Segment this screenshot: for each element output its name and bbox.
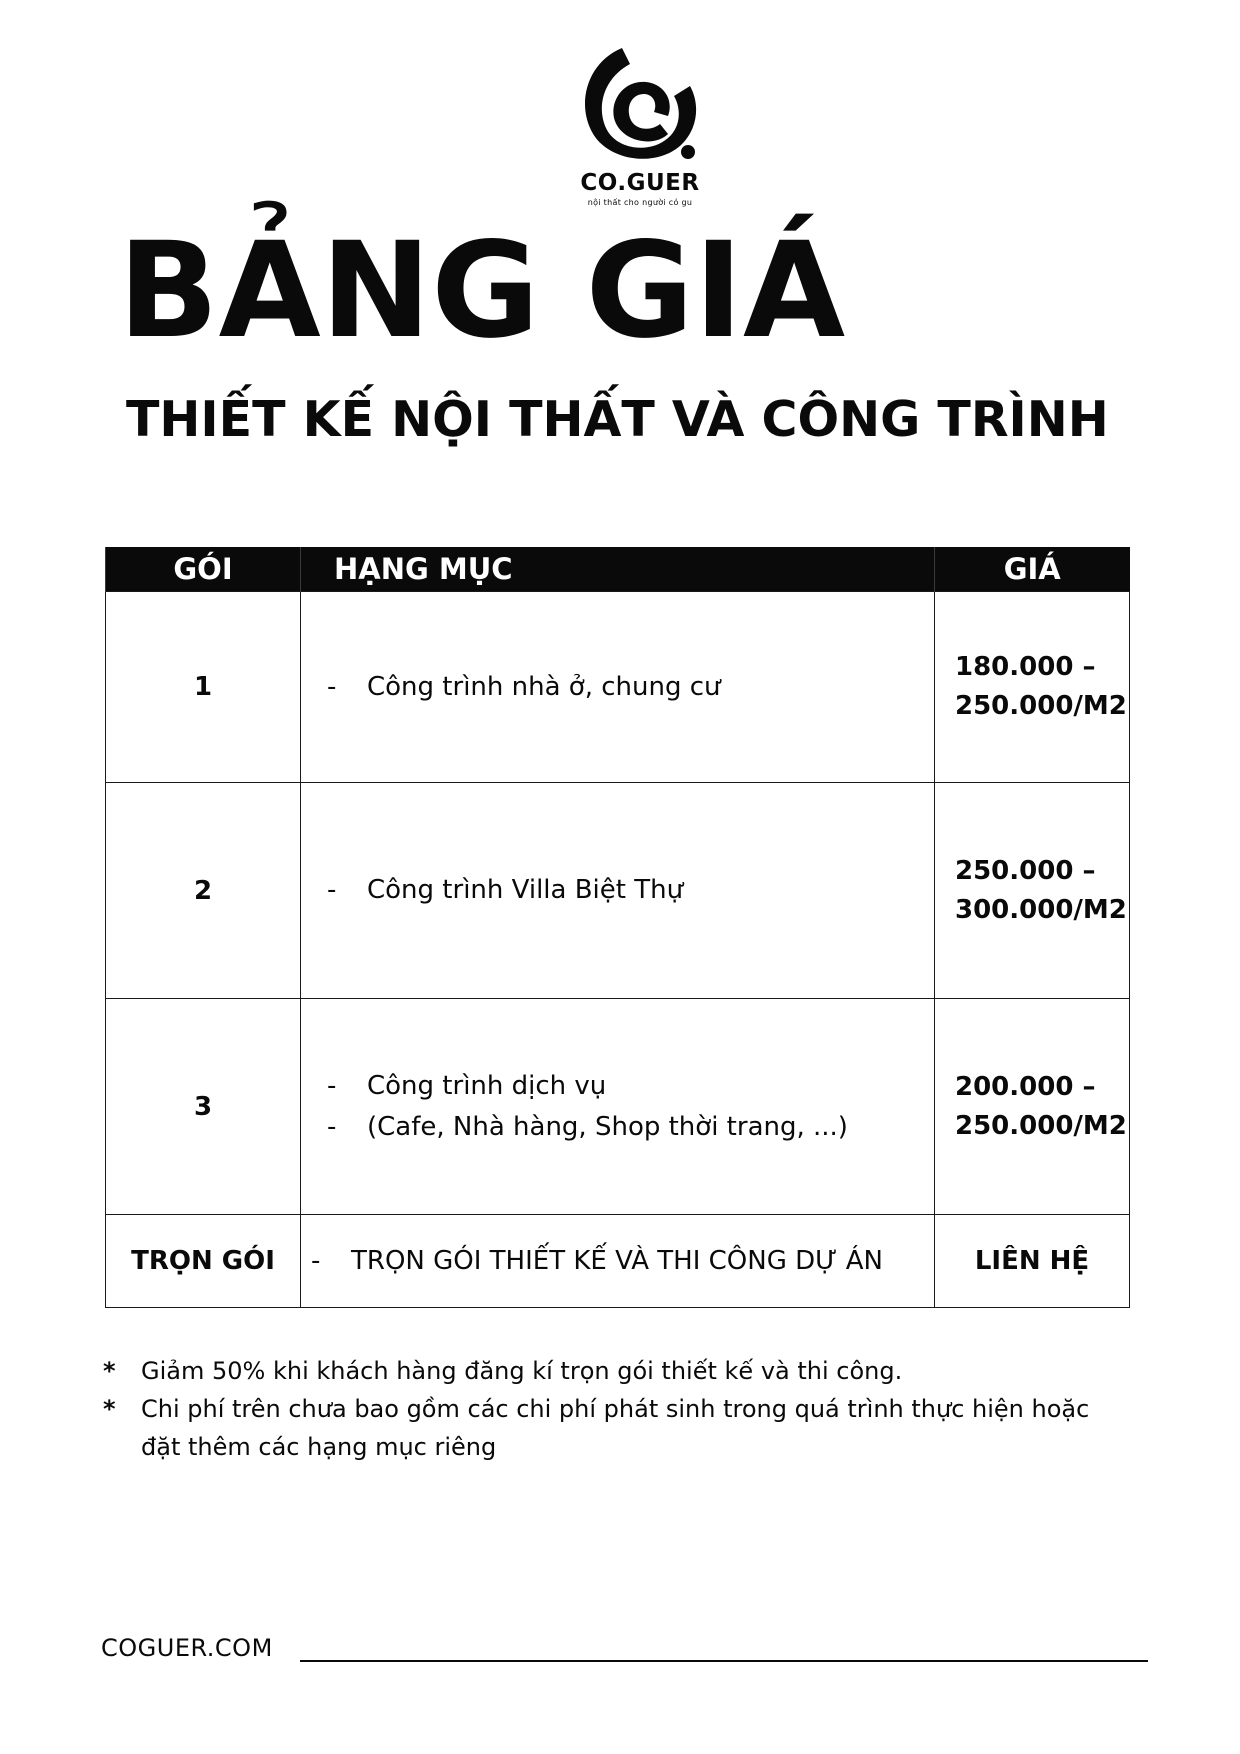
price-line: 300.000/M2	[955, 894, 1127, 925]
price-cell	[935, 999, 1130, 1215]
price-line: 250.000/M2	[955, 691, 1127, 721]
category-cell	[301, 592, 935, 783]
dash-marker: -	[327, 1070, 337, 1101]
brand-tagline: nội thất cho người có gu	[587, 198, 693, 207]
category-list	[301, 1241, 934, 1282]
page-subtitle: THIẾT KẾ NỘI THẤT VÀ CÔNG TRÌNH	[126, 391, 1109, 448]
category-cell	[301, 999, 935, 1215]
notes-section	[103, 1352, 1133, 1466]
category-item	[327, 1066, 934, 1107]
brand-name: CO.GUER	[580, 170, 700, 196]
header-package: GÓI	[106, 547, 301, 592]
package-cell: 2	[106, 783, 301, 999]
category-cell	[301, 783, 935, 999]
dash-marker: -	[327, 671, 337, 702]
category-item	[327, 870, 934, 911]
asterisk-marker: *	[103, 1357, 116, 1385]
package-cell: 3	[106, 999, 301, 1215]
header-price: GIÁ	[935, 547, 1130, 592]
brand-logo	[560, 40, 720, 210]
header-category: HẠNG MỤC	[301, 547, 935, 592]
category-list	[301, 870, 934, 911]
coguer-logo-icon	[570, 40, 710, 168]
price-line: 200.000 –	[955, 1071, 1096, 1102]
dash-marker: -	[327, 1111, 337, 1142]
category-text: Công trình dịch vụ	[367, 1070, 607, 1101]
price-cell	[935, 592, 1130, 783]
price-line: 250.000 –	[955, 855, 1096, 886]
category-list	[301, 1066, 934, 1148]
category-text: Công trình nhà ở, chung cư	[367, 671, 721, 702]
table-row	[106, 999, 1130, 1215]
category-text: (Cafe, Nhà hàng, Shop thời trang, ...)	[367, 1111, 848, 1142]
table-row	[106, 783, 1130, 999]
table-row	[106, 592, 1130, 783]
contact-label: LIÊN HỆ	[974, 1245, 1090, 1276]
category-item	[311, 1241, 934, 1282]
category-item	[327, 1107, 934, 1148]
price-cell	[935, 1215, 1130, 1308]
table-header-row	[106, 547, 1130, 592]
table-row	[106, 1215, 1130, 1308]
package-cell: 1	[106, 592, 301, 783]
dash-marker: -	[327, 875, 337, 905]
package-cell: TRỌN GÓI	[106, 1215, 301, 1308]
category-text: Công trình Villa Biệt Thự	[367, 875, 684, 905]
footer-divider	[300, 1660, 1148, 1662]
dash-marker: -	[311, 1245, 321, 1276]
category-item	[327, 667, 934, 708]
price-line: 180.000 –	[955, 652, 1096, 682]
price-table	[105, 547, 1130, 1308]
note-text: Giảm 50% khi khách hàng đăng kí trọn gói thiết kế và thi công.	[141, 1357, 903, 1385]
footer-website: COGUER.COM	[101, 1634, 273, 1662]
category-text: TRỌN GÓI THIẾT KẾ VÀ THI CÔNG DỰ ÁN	[351, 1245, 883, 1276]
page-title: BẢNG GIÁ	[118, 214, 846, 368]
category-cell	[301, 1215, 935, 1308]
note-item	[103, 1390, 1133, 1466]
price-line: 250.000/M2	[955, 1110, 1127, 1141]
category-list	[301, 667, 934, 708]
price-cell	[935, 783, 1130, 999]
note-item	[103, 1352, 1133, 1390]
asterisk-marker: *	[103, 1395, 116, 1423]
note-text: Chi phí trên chưa bao gồm các chi phí phát sinh trong quá trình thực hiện hoặc đặt thêm các hạng mục riêng	[141, 1395, 1090, 1461]
